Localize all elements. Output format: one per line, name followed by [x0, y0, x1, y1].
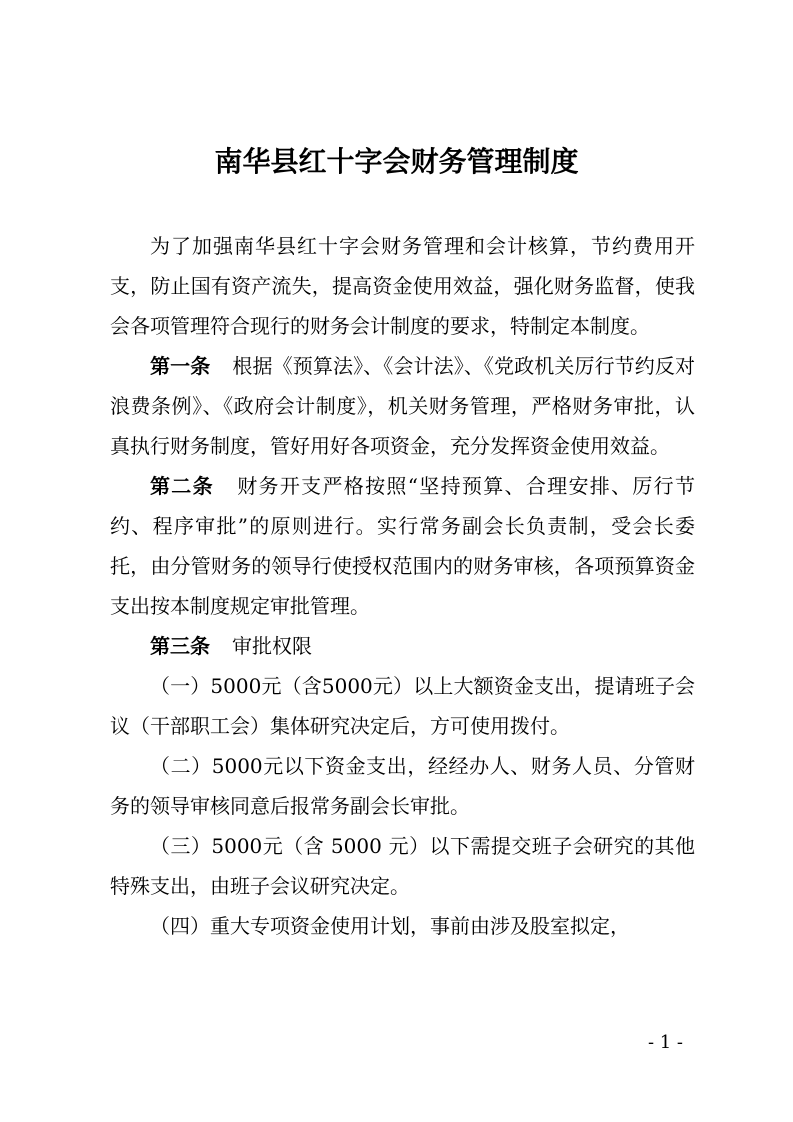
page-number: - 1 -: [647, 1032, 683, 1053]
list-item: （一）5000元（含5000元）以上大额资金支出，提请班子会议（干部职工会）集体研究决定后，方可使用拨付。: [110, 674, 695, 738]
list-item: （二）5000元以下资金支出，经经办人、财务人员、分管财务的领导审核同意后报常务副会长审批。: [110, 754, 695, 818]
article-1: [110, 346, 695, 466]
article-3: [110, 626, 695, 666]
article-3-label: 第三条: [150, 634, 210, 658]
list-item: （四）重大专项资金使用计划，事前由涉及股室拟定，: [150, 914, 630, 938]
document-title: 南华县红十字会财务管理制度: [214, 145, 579, 178]
article-2: [110, 466, 695, 626]
intro-paragraph: 为了加强南华县红十字会财务管理和会计核算，节约费用开支，防止国有资产流失，提高资金使用效益，强化财务监督，使我会各项管理符合现行的财务会计制度的要求，特制定本制度。: [110, 234, 695, 338]
article-3-text: 审批权限: [232, 634, 312, 658]
list-item: （三）5000元（含 5000 元）以下需提交班子会研究的其他特殊支出，由班子会议研究决定。: [110, 834, 695, 898]
article-1-text: 根据《预算法》、《会计法》、《党政机关厉行节约反对浪费条例》、《政府会计制度》，机关财务管理，严格财务审批，认真执行财务制度，管好用好各项资金，充分发挥资金使用效益。: [110, 354, 696, 458]
article-1-label: 第一条: [150, 354, 211, 378]
article-2-text: 财务开支严格按照“坚持预算、合理安排、厉行节约、程序审批”的原则进行。实行常务副会长负责制，受会长委托，由分管财务的领导行使授权范围内的财务审核，各项预算资金支出按本制度规定审批管理。: [110, 474, 695, 618]
article-2-label: 第二条: [150, 474, 214, 498]
document-body: [110, 226, 695, 946]
